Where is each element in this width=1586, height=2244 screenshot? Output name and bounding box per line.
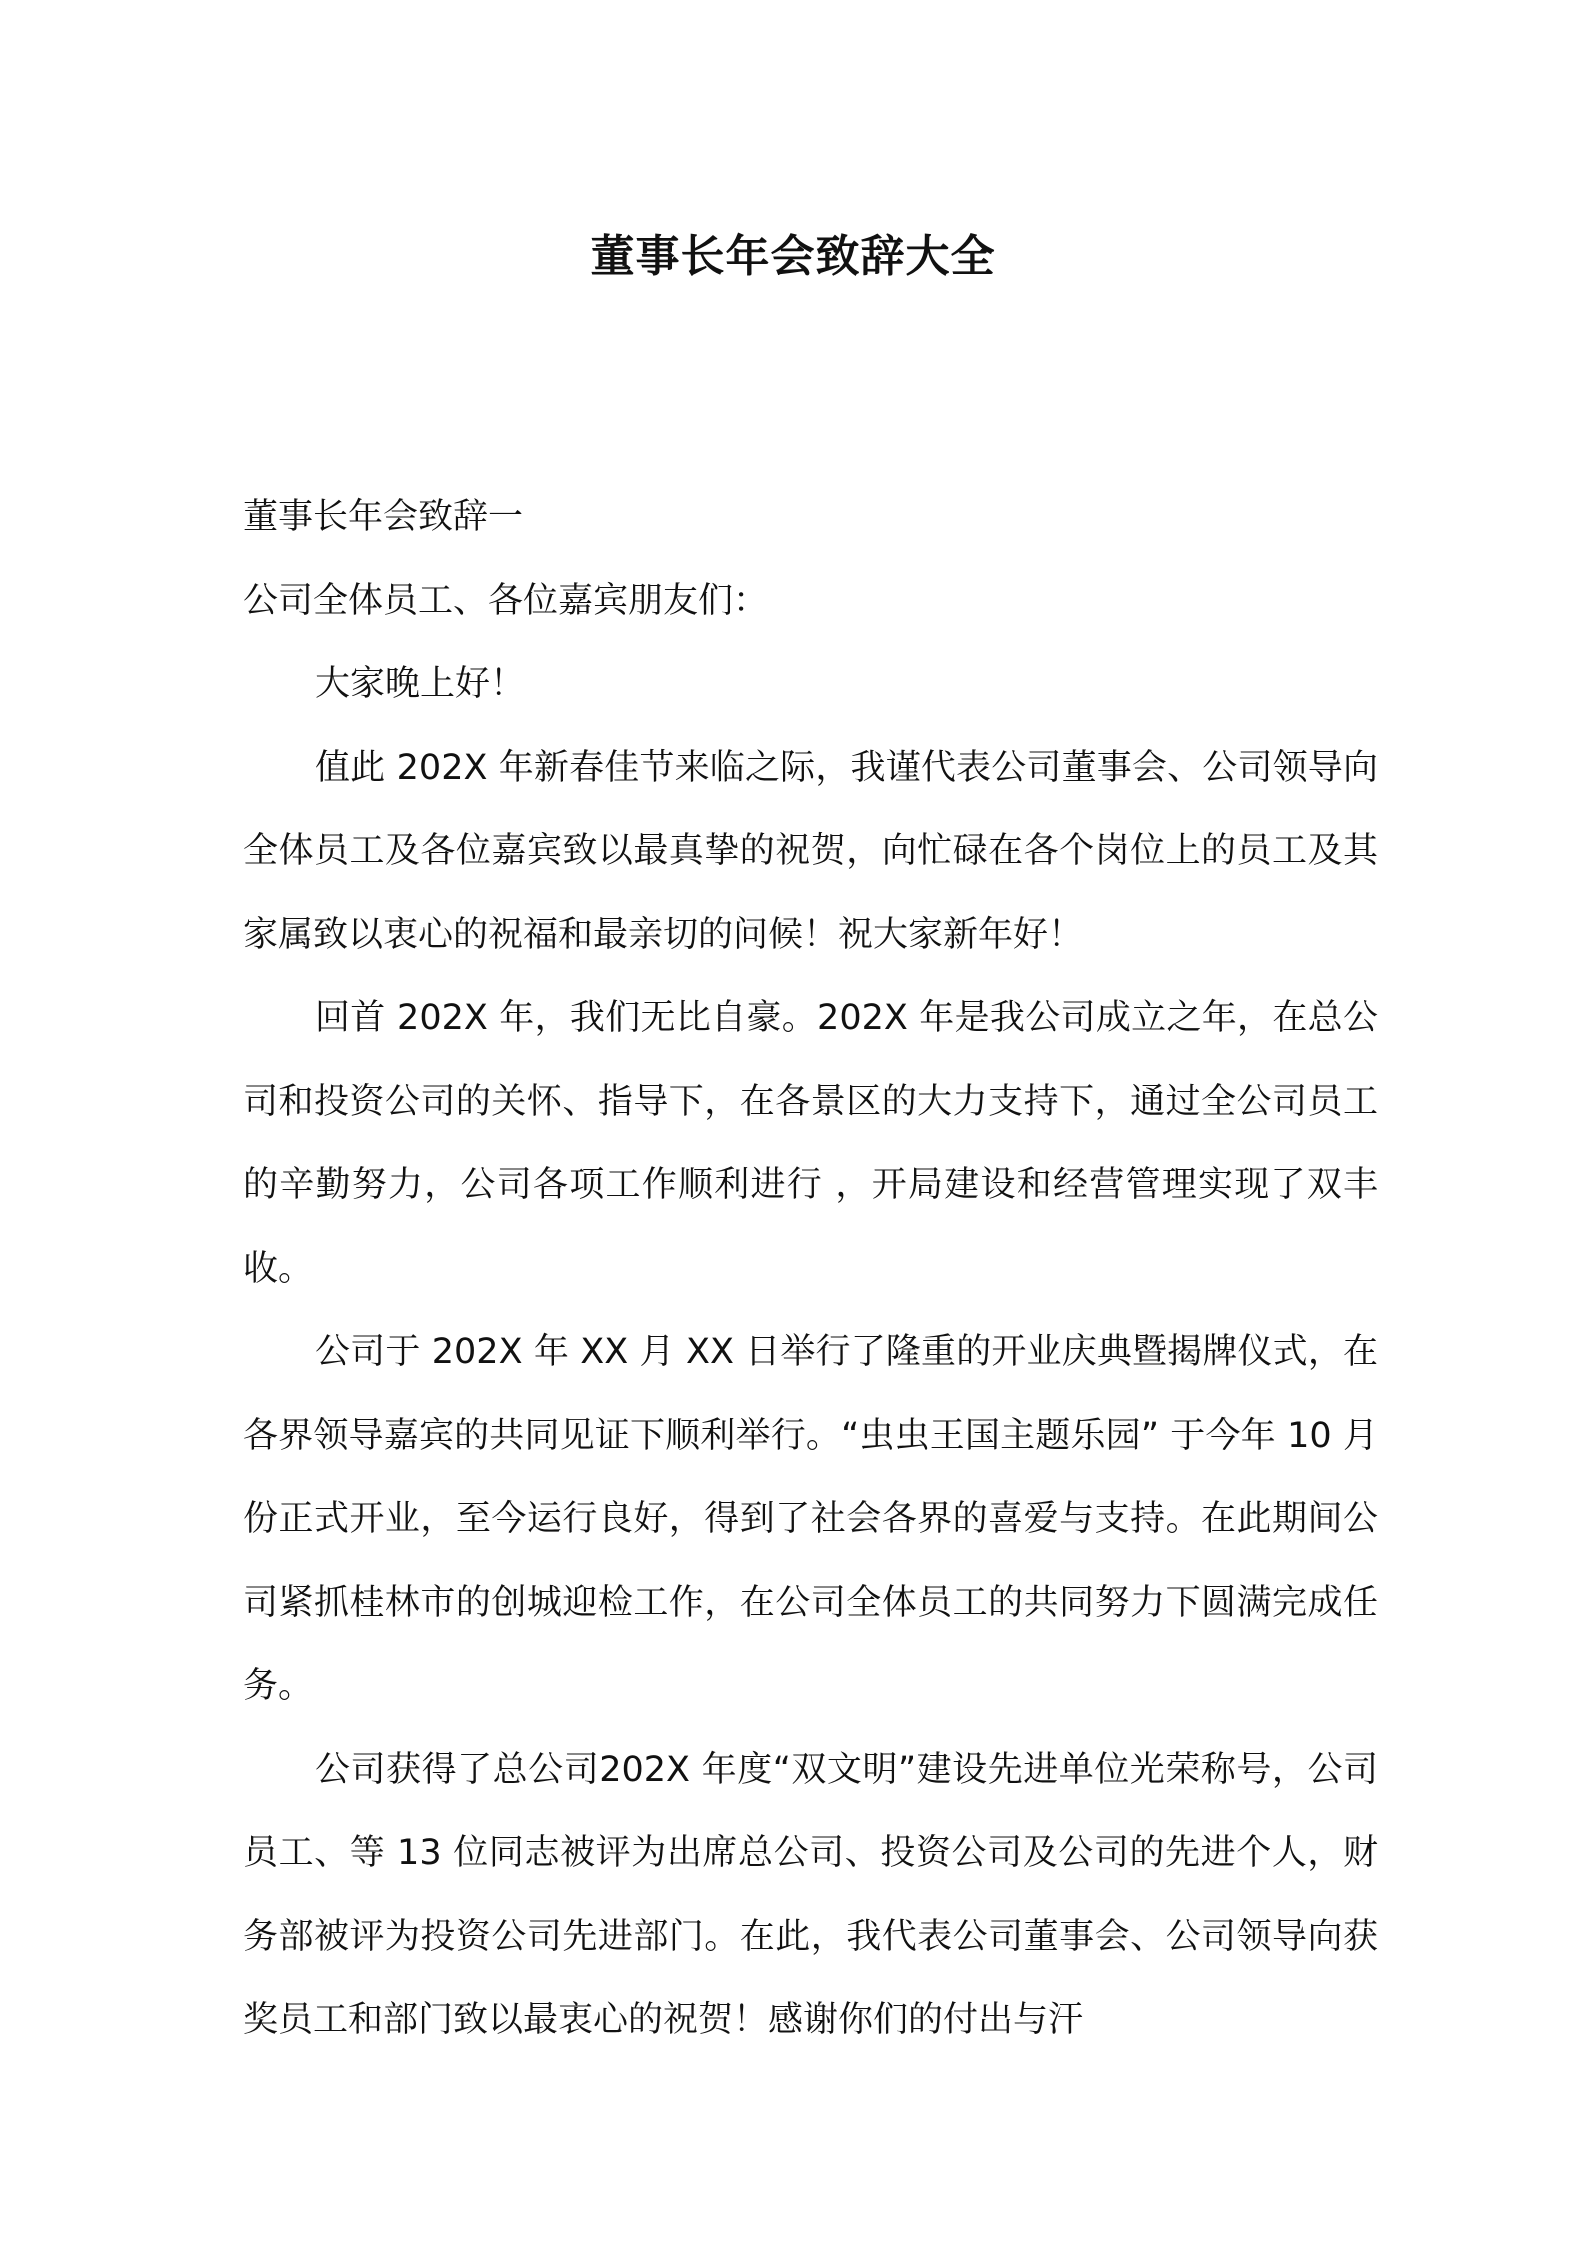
document-body <box>243 476 1378 2063</box>
salutation: 公司全体员工、各位嘉宾朋友们： <box>243 580 769 621</box>
paragraph-4: 公司获得了总公司202X 年度“双文明”建设先进单位光荣称号，公司员工、等 13 位同志被评为出席总公司、投资公司及公司的先进个人，财务部被评为投资公司先进部门。在此，我代表公司董事会、公司领导向获奖员工和部门致以最衷心的祝贺！感谢你们的付出与汗 <box>243 1749 1378 2040</box>
paragraph-2: 回首 202X 年，我们无比自豪。202X 年是我公司成立之年，在总公司和投资公司的关怀、指导下，在各景区的大力支持下，通过全公司员工的辛勤努力，公司各项工作顺利进行 ，开局建设和经营管理实现了双丰收。 <box>243 998 1378 1289</box>
paragraph-1: 值此 202X 年新春佳节来临之际，我谨代表公司董事会、公司领导向全体员工及各位嘉宾致以最真挚的祝贺，向忙碌在各个岗位上的员工及其家属致以衷心的祝福和最亲切的问候！祝大家新年好！ <box>243 747 1378 955</box>
greeting: 大家晚上好！ <box>315 664 526 704</box>
paragraph-3: 公司于 202X 年 XX 月 XX 日举行了隆重的开业庆典暨揭牌仪式，在各界领导嘉宾的共同见证下顺利举行。“虫虫王国主题乐园” 于今年 10 月份正式开业，至今运行良好，得到了社会各界的喜爱与支持。在此期间公司紧抓桂林市的创城迎检工作，在公司全体员工的共同努力下圆满完成任务。 <box>243 1332 1378 1706</box>
document-title: 董事长年会致辞大全 <box>590 231 996 282</box>
section-heading: 董事长年会致辞一 <box>243 497 524 537</box>
